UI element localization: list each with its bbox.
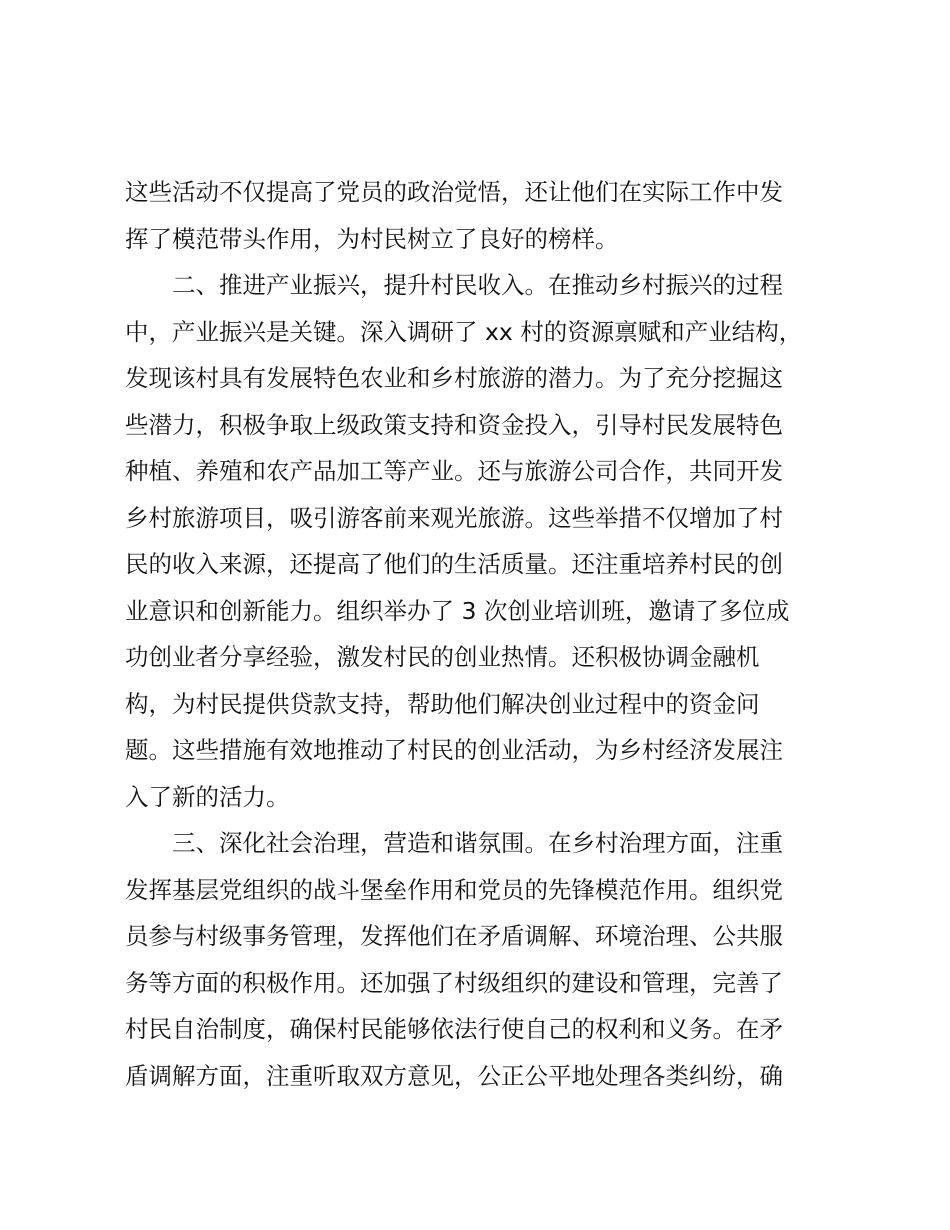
text-line: 盾调解方面，注重听取双方意见，公正公平地处理各类纠纷，确 — [125, 1061, 783, 1090]
text-line: 村民自治制度，确保村民能够依法行使自己的权利和义务。在矛 — [125, 1015, 783, 1043]
text-line: 发挥基层党组织的战斗堡垒作用和党员的先锋模范作用。组织党 — [125, 875, 783, 904]
text-line: 些潜力，积极争取上级政策支持和资金投入，引导村民发展特色 — [125, 410, 783, 439]
text-line: 功创业者分享经验，激发村民的创业热情。还积极协调金融机 — [125, 643, 760, 671]
text-line: 构，为村民提供贷款支持，帮助他们解决创业过程中的资金问 — [125, 689, 760, 718]
text-line: 中，产业振兴是关键。深入调研了 xx 村的资源禀赋和产业结构， — [125, 317, 803, 346]
text-line: 二、推进产业振兴，提升村民收入。在推动乡村振兴的过程 — [172, 271, 783, 299]
text-line: 务等方面的积极作用。还加强了村级组织的建设和管理，完善了 — [125, 968, 783, 997]
text-line: 发现该村具有发展特色农业和乡村旅游的潜力。为了充分挖掘这 — [125, 364, 783, 392]
text-line: 业意识和创新能力。组织举办了 3 次创业培训班，邀请了多位成 — [125, 596, 790, 625]
text-line: 这些活动不仅提高了党员的政治觉悟，还让他们在实际工作中发 — [125, 178, 783, 206]
text-line: 民的收入来源，还提高了他们的生活质量。还注重培养村民的创 — [125, 550, 783, 578]
text-line: 挥了模范带头作用，为村民树立了良好的榜样。 — [125, 224, 619, 253]
body-text — [125, 169, 825, 1099]
text-line: 乡村旅游项目，吸引游客前来观光旅游。这些举措不仅增加了村 — [125, 503, 783, 532]
text-line: 入了新的活力。 — [125, 782, 290, 811]
text-line: 员参与村级事务管理，发挥他们在矛盾调解、环境治理、公共服 — [125, 922, 783, 950]
text-line: 种植、养殖和农产品加工等产业。还与旅游公司合作，共同开发 — [125, 457, 783, 485]
text-line: 三、深化社会治理，营造和谐氛围。在乡村治理方面，注重 — [172, 829, 783, 857]
text-line: 题。这些措施有效地推动了村民的创业活动，为乡村经济发展注 — [125, 736, 783, 764]
